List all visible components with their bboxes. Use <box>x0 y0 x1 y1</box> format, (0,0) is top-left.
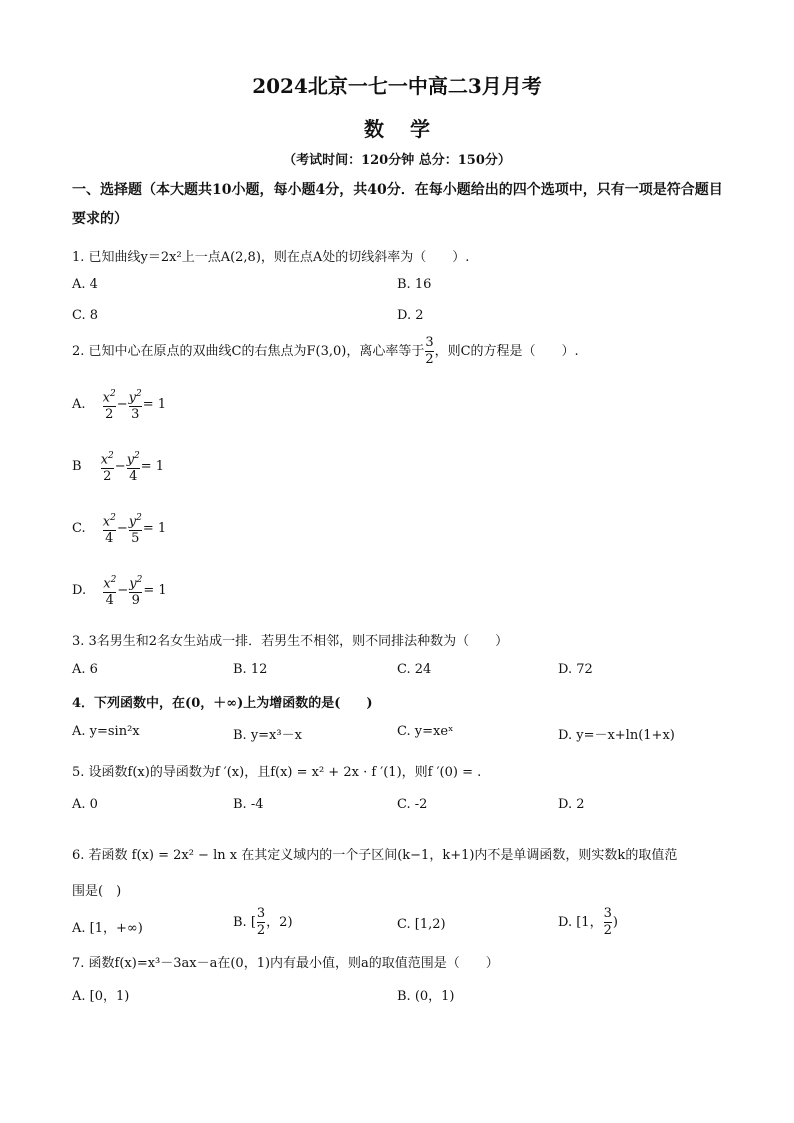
question-6-option-b <box>233 906 293 939</box>
option-label: D. <box>72 583 87 599</box>
fraction-numerator: 3 <box>425 335 434 350</box>
exam-meta: （考试时间：120分钟 总分：150分） <box>283 153 511 168</box>
x-denominator: 2 <box>101 468 114 485</box>
question-2-option-d: D. $\frac{x^2}{4}$ − $\frac{y^2}{9}$ = 1 <box>72 575 167 609</box>
section-heading: 一、选择题（本大题共10小题，每小题4分，共40分．在每小题给出的四个选项中，只有一项是符合题目要求的） <box>72 182 723 227</box>
question-4-option-d: D. y=－x+ln(1+x) <box>558 728 675 743</box>
fraction-numerator: 3 <box>256 906 266 921</box>
x-denominator: 4 <box>103 530 116 547</box>
question-3-stem: 3. 3名男生和2名女生站成一排．若男生不相邻，则不同排法种数为（ ） <box>72 634 509 649</box>
question-4-option-b: B. y=x³－x <box>233 728 302 743</box>
question-3-option-b: B. 12 <box>233 662 268 677</box>
option-label: A. <box>72 397 86 413</box>
option-b-tail: ，2) <box>266 915 293 930</box>
question-3-option-a: A. 6 <box>72 662 98 677</box>
subject-title: 数学 <box>364 117 456 141</box>
y-denominator: 5 <box>129 530 142 547</box>
question-2-option-c: C. $\frac{x^2}{4}$ − $\frac{y^2}{5}$ = 1 <box>72 513 167 547</box>
question-1-option-a: A. 4 <box>72 277 98 292</box>
y-denominator: 4 <box>127 468 140 485</box>
question-4-option-a: A. y=sin²x <box>72 724 140 739</box>
fraction-numerator: 3 <box>603 906 612 921</box>
question-7-option-a: A. [0，1) <box>72 989 130 1004</box>
question-3-option-c: C. 24 <box>397 662 432 677</box>
question-4-stem: 4．下列函数中，在(0，＋∞)上为增函数的是( ) <box>72 696 373 711</box>
question-5-option-b: B. -4 <box>233 797 264 812</box>
exam-title: 2024北京一七一中高二3月月考 <box>252 74 542 98</box>
question-7-stem: 7. 函数f(x)=x³－3ax－a在(0，1)内有最小值，则a的取值范围是（ ） <box>72 956 499 971</box>
question-5-option-c: C. -2 <box>397 797 428 812</box>
fraction-denominator: 2 <box>425 352 434 367</box>
question-2-fraction <box>425 335 433 368</box>
option-label: B <box>72 459 82 475</box>
question-1-option-b: B. 16 <box>397 277 432 292</box>
question-2-stem <box>72 335 579 368</box>
question-6-option-d <box>558 906 618 939</box>
question-6-stem-line1: 6. 若函数 f(x) = 2x² − ln x 在其定义域内的一个子区间(k−1，k+1)内不是单调函数，则实数k的取值范 <box>72 848 678 863</box>
question-2-stem-a: 2. 已知中心在原点的双曲线C的右焦点为F(3,0)，离心率等于 <box>72 344 425 359</box>
option-d-tail: ) <box>612 915 618 930</box>
question-6-stem-line2: 围是( ) <box>72 884 122 899</box>
option-b-text: B. [ <box>233 915 256 930</box>
question-5-stem: 5. 设函数f(x)的导函数为f ′(x)，且f(x) = x² + 2x · f ′(1)，则f ′(0) = . <box>72 765 482 780</box>
question-5-option-d: D. 2 <box>558 797 585 812</box>
fraction-denominator: 2 <box>603 923 612 938</box>
question-1-option-d: D. 2 <box>397 308 424 323</box>
fraction-denominator: 2 <box>256 923 266 938</box>
question-1-option-c: C. 8 <box>72 308 99 323</box>
question-1-stem: 1. 已知曲线y＝2x²上一点A(2,8)，则在点A处的切线斜率为（ ）. <box>72 250 470 265</box>
y-denominator: 9 <box>129 592 142 609</box>
option-d-text: D. [1， <box>558 915 603 930</box>
x-denominator: 2 <box>103 406 116 423</box>
question-7-option-b: B. (0，1) <box>397 989 455 1004</box>
question-4-option-c: C. y=xeˣ <box>397 724 454 739</box>
question-6-option-c: C. [1,2) <box>397 917 446 932</box>
question-2-option-a: A. $\frac{x^2}{2}$ − $\frac{y^2}{3}$ = 1 <box>72 389 167 423</box>
question-2-stem-b: ，则C的方程是（ ）. <box>434 344 579 359</box>
question-3-option-d: D. 72 <box>558 662 593 677</box>
y-denominator: 3 <box>129 406 142 423</box>
question-5-option-a: A. 0 <box>72 797 98 812</box>
question-6-option-a: A. [1，+∞) <box>72 921 143 936</box>
question-2-option-b: B $\frac{x^2}{2}$ − $\frac{y^2}{4}$ = 1 <box>72 451 165 485</box>
option-label: C. <box>72 521 86 537</box>
x-denominator: 4 <box>103 592 116 609</box>
